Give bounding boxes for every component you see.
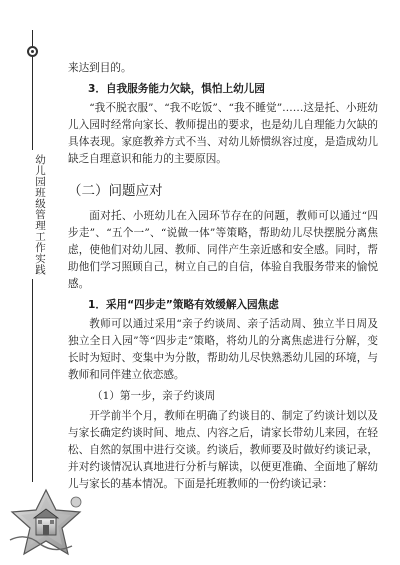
section-title: （二）问题应对 <box>68 183 163 199</box>
star-building-decoration-icon <box>6 488 92 560</box>
paragraph-response: 面对托、小班幼儿在入园环节存在的问题，教师可以通过“四步走”、“五个一”、“说做一体”等策略，帮助幼儿尽快摆脱分离焦虑，使他们对幼儿园、教师、同伴产生亲近感和安全感。同时，帮助他们学习照顾自己，树立自己的自信，体验自我服务带来的愉悦感。 <box>68 210 378 290</box>
subheading-1: 1．采用“四步走”策略有效缓解入园焦虑 <box>88 299 279 311</box>
paragraph-step-1: 开学前半个月，教师在明确了约谈目的、制定了约谈计划以及与家长确定约谈时间、地点、内容之后，请家长带幼儿来园，在轻松、自然的氛围中进行交谈。约谈后，教师要及时做好约谈记录，并对约谈情况认真地进行分析与解读，以便更准确、全面地了解幼儿与家长的基本情况。下面是托班教师的一份约谈记录： <box>68 410 378 490</box>
side-bullet-icon <box>27 46 38 57</box>
paragraph-strategy: 教师可以通过采用“亲子约谈周、亲子活动周、独立半日周及独立全日入园”等“四步走”策略，将幼儿的分离焦虑进行分解，变长时为短时、变集中为分散，帮助幼儿尽快熟悉幼儿园的环境，与教师和同伴建立依恋感。 <box>68 318 378 381</box>
step-1-heading: （1）第一步，亲子约谈周 <box>92 390 216 402</box>
subheading-3: 3．自我服务能力欠缺，惧怕上幼儿园 <box>88 83 265 95</box>
side-book-title: 幼儿园班级管理工作实践 <box>19 150 45 279</box>
paragraph-self-care: “我不脱衣服”、“我不吃饭”、“我不睡觉”……这是托、小班幼儿入园时经常向家长、教师提出的要求，也是幼儿自理能力欠缺的具体表现。家庭教养方式不当、对幼儿娇惯纵容过度，是造成幼儿缺乏自理意识和能力的主要原因。 <box>68 102 378 165</box>
main-text-column <box>68 60 378 493</box>
intro-paragraph: 来达到目的。 <box>68 62 132 74</box>
side-band <box>0 0 52 565</box>
